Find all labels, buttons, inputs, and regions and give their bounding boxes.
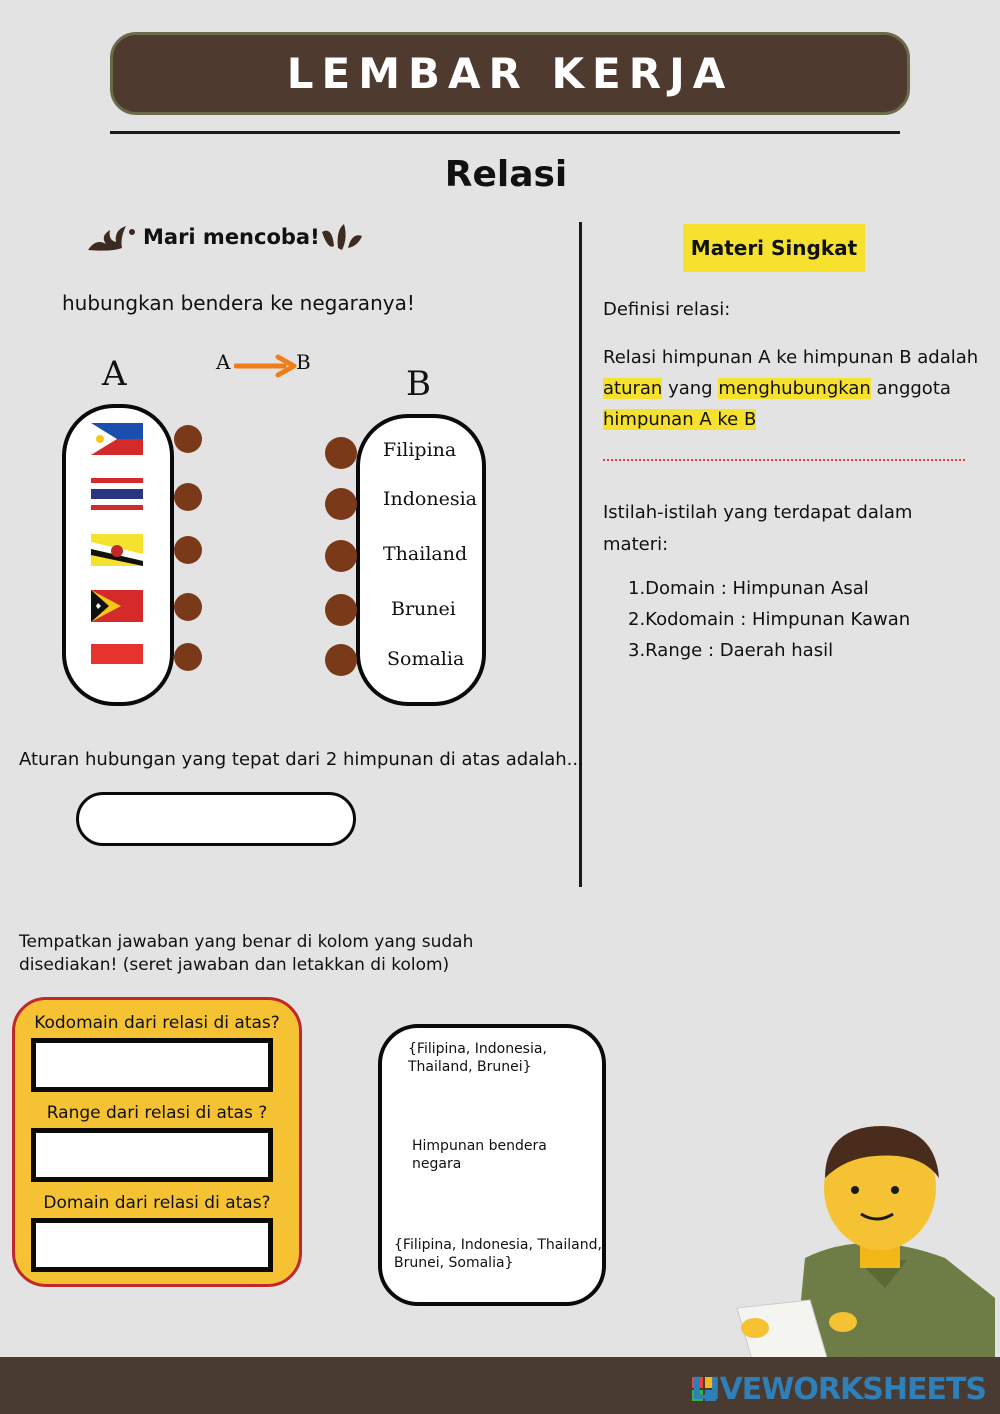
definition-text: anggota [870, 378, 951, 399]
arrow-to-label: B [296, 350, 311, 374]
splash-left-icon [86, 224, 138, 260]
option-flag-set[interactable]: Himpunan bendera negara [412, 1138, 547, 1172]
materi-title: Materi Singkat [683, 224, 865, 272]
definition-text: yang [662, 378, 719, 399]
set-a-dot[interactable] [174, 593, 202, 621]
splash-right-icon [318, 222, 364, 258]
footer-brand[interactable]: LIVEWORKSHEETS [691, 1372, 986, 1407]
definition-text: Relasi himpunan A ke himpunan B adalah [603, 347, 979, 368]
set-b-dot[interactable] [325, 540, 357, 572]
set-b-dot[interactable] [325, 644, 357, 676]
student-illustration [725, 1118, 1000, 1367]
set-b-dot[interactable] [325, 437, 357, 469]
domain-drop-zone[interactable] [31, 1218, 273, 1272]
country-somalia: Somalia [387, 648, 465, 670]
option-codomain-set[interactable]: {Filipina, Indonesia, Thailand, Brunei} [408, 1041, 547, 1075]
highlight-himpunan: himpunan A ke B [603, 409, 757, 430]
brunei-flag [91, 534, 143, 566]
country-indonesia: Indonesia [383, 488, 477, 510]
title-banner [110, 32, 910, 115]
country-filipina: Filipina [383, 439, 457, 461]
arrow-icon [234, 354, 298, 382]
kodomain-drop-zone[interactable] [31, 1038, 273, 1092]
term-kodomain: 2.Kodomain : Himpunan Kawan [628, 609, 911, 630]
set-b-dot[interactable] [325, 594, 357, 626]
set-a-dot[interactable] [174, 536, 202, 564]
timor-leste-flag [91, 590, 143, 622]
thailand-flag [91, 478, 143, 510]
highlight-aturan: aturan [603, 378, 663, 399]
relation-definition [603, 342, 983, 435]
range-question: Range dari relasi di atas ? [46, 1103, 268, 1123]
set-a-label: A [102, 354, 127, 394]
range-drop-zone[interactable] [31, 1128, 273, 1182]
term-domain: 1.Domain : Himpunan Asal [628, 578, 869, 599]
column-divider [579, 222, 582, 887]
worksheet-title: LEMBAR KERJA [286, 49, 734, 98]
set-b-label: B [406, 364, 431, 404]
dotted-divider [603, 459, 965, 461]
set-a-dot[interactable] [174, 643, 202, 671]
country-thailand: Thailand [383, 543, 468, 565]
terms-intro: Istilah-istilah yang terdapat dalam materi: [603, 502, 913, 555]
set-a-dot[interactable] [174, 483, 202, 511]
activity-instruction: hubungkan bendera ke negaranya! [62, 291, 415, 315]
philippines-flag [91, 423, 143, 455]
rule-answer-input[interactable] [76, 792, 356, 846]
arrow-from-label: A [216, 350, 231, 374]
rule-question: Aturan hubungan yang tepat dari 2 himpunan di atas adalah... [19, 749, 584, 770]
terms-list [628, 573, 910, 666]
kodomain-question: Kodomain dari relasi di atas? [34, 1013, 280, 1033]
domain-question: Domain dari relasi di atas? [43, 1193, 271, 1213]
country-brunei: Brunei [391, 598, 456, 620]
set-b-dot[interactable] [325, 488, 357, 520]
set-a-dot[interactable] [174, 425, 202, 453]
definition-label: Definisi relasi: [603, 299, 731, 320]
option-full-set[interactable]: {Filipina, Indonesia, Thailand, Brunei, Somalia} [394, 1237, 602, 1271]
indonesia-flag [91, 644, 143, 664]
page-title: Relasi [444, 154, 568, 195]
highlight-menghubungkan: menghubungkan [718, 378, 871, 399]
term-range: 3.Range : Daerah hasil [628, 640, 834, 661]
activity-heading: Mari mencoba! [143, 225, 320, 249]
drag-instruction: Tempatkan jawaban yang benar di kolom yang sudah disediakan! (seret jawaban dan letakkan di kolom) [19, 932, 474, 975]
header-divider [110, 131, 900, 134]
